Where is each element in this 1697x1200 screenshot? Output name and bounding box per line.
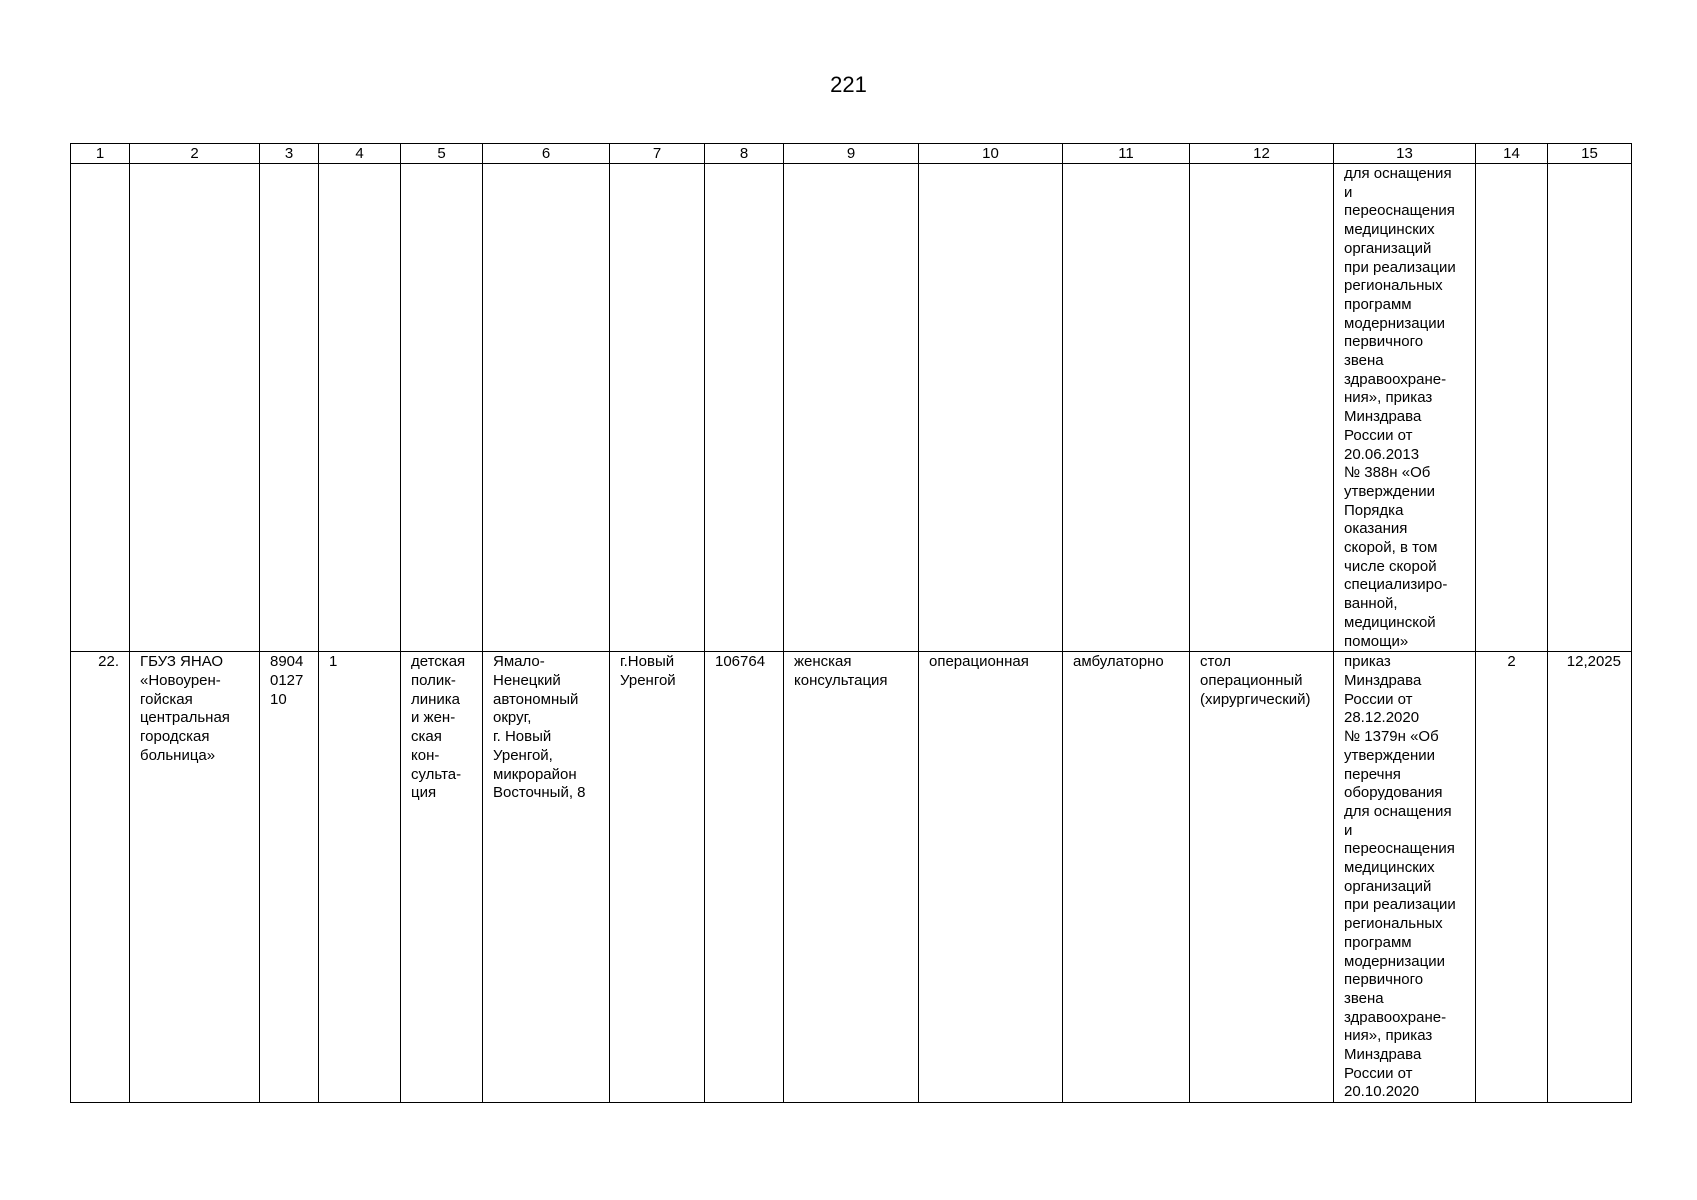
column-number: 5 — [401, 144, 483, 164]
cell-subdivision — [401, 164, 483, 652]
column-number: 4 — [319, 144, 401, 164]
cell-department: женская консультация — [784, 652, 919, 1103]
column-number-row — [71, 144, 1632, 164]
cell-address: Ямало- Ненецкий автономный округ, г. Новый Уренгой, микрорайон Восточный, 8 — [483, 652, 610, 1103]
table-row — [71, 652, 1632, 1103]
column-number: 3 — [260, 144, 319, 164]
column-number: 13 — [1334, 144, 1476, 164]
cell-row-number: 22. — [71, 652, 130, 1103]
cell-room — [919, 164, 1063, 652]
cell-legal-basis: приказ Минздрава России от 28.12.2020 № 1379н «Об утверждении перечня оборудования для оснащения и переоснащения медицинских организаций при реализации региональных программ модернизации первичного звена здравоохране- ния», приказ Минздрава России от 20.10.2020 — [1334, 652, 1476, 1103]
cell-settlement — [610, 164, 705, 652]
cell-row-number — [71, 164, 130, 652]
cell-address — [483, 164, 610, 652]
cell-room: операционная — [919, 652, 1063, 1103]
cell-code: 106764 — [705, 652, 784, 1103]
column-number: 10 — [919, 144, 1063, 164]
cell-quantity: 2 — [1476, 652, 1548, 1103]
cell-subdivision: детская полик- линика и жен- ская кон- сульта- ция — [401, 652, 483, 1103]
cell-equipment — [1190, 164, 1334, 652]
column-number: 2 — [130, 144, 260, 164]
cell-quantity — [1476, 164, 1548, 652]
column-number: 7 — [610, 144, 705, 164]
table-row-continuation — [71, 164, 1632, 652]
cell-inn — [260, 164, 319, 652]
page-number: 221 — [830, 72, 867, 97]
column-number: 8 — [705, 144, 784, 164]
cell-date — [1548, 164, 1632, 652]
cell-date: 12,2025 — [1548, 652, 1632, 1103]
cell-col4: 1 — [319, 652, 401, 1103]
column-number: 12 — [1190, 144, 1334, 164]
column-number: 11 — [1063, 144, 1190, 164]
cell-code — [705, 164, 784, 652]
cell-organization: ГБУЗ ЯНАО «Новоурен- гойская центральная городская больница» — [130, 652, 260, 1103]
column-number: 14 — [1476, 144, 1548, 164]
cell-col4 — [319, 164, 401, 652]
equipment-table — [70, 143, 1632, 1103]
cell-equipment: стол операционный (хирургический) — [1190, 652, 1334, 1103]
cell-legal-basis: для оснащения и переоснащения медицинских организаций при реализации региональных программ модернизации первичного звена здравоохране- ния», приказ Минздрава России от 20.06.2013 № 388н «Об утверждении Порядка оказания скорой, в том числе скорой специализиро- ванной, медицинской помощи» — [1334, 164, 1476, 652]
cell-organization — [130, 164, 260, 652]
cell-care-condition — [1063, 164, 1190, 652]
column-number: 9 — [784, 144, 919, 164]
cell-settlement: г.Новый Уренгой — [610, 652, 705, 1103]
column-number: 6 — [483, 144, 610, 164]
column-number: 1 — [71, 144, 130, 164]
cell-inn: 8904 0127 10 — [260, 652, 319, 1103]
column-number: 15 — [1548, 144, 1632, 164]
cell-care-condition: амбулаторно — [1063, 652, 1190, 1103]
cell-department — [784, 164, 919, 652]
